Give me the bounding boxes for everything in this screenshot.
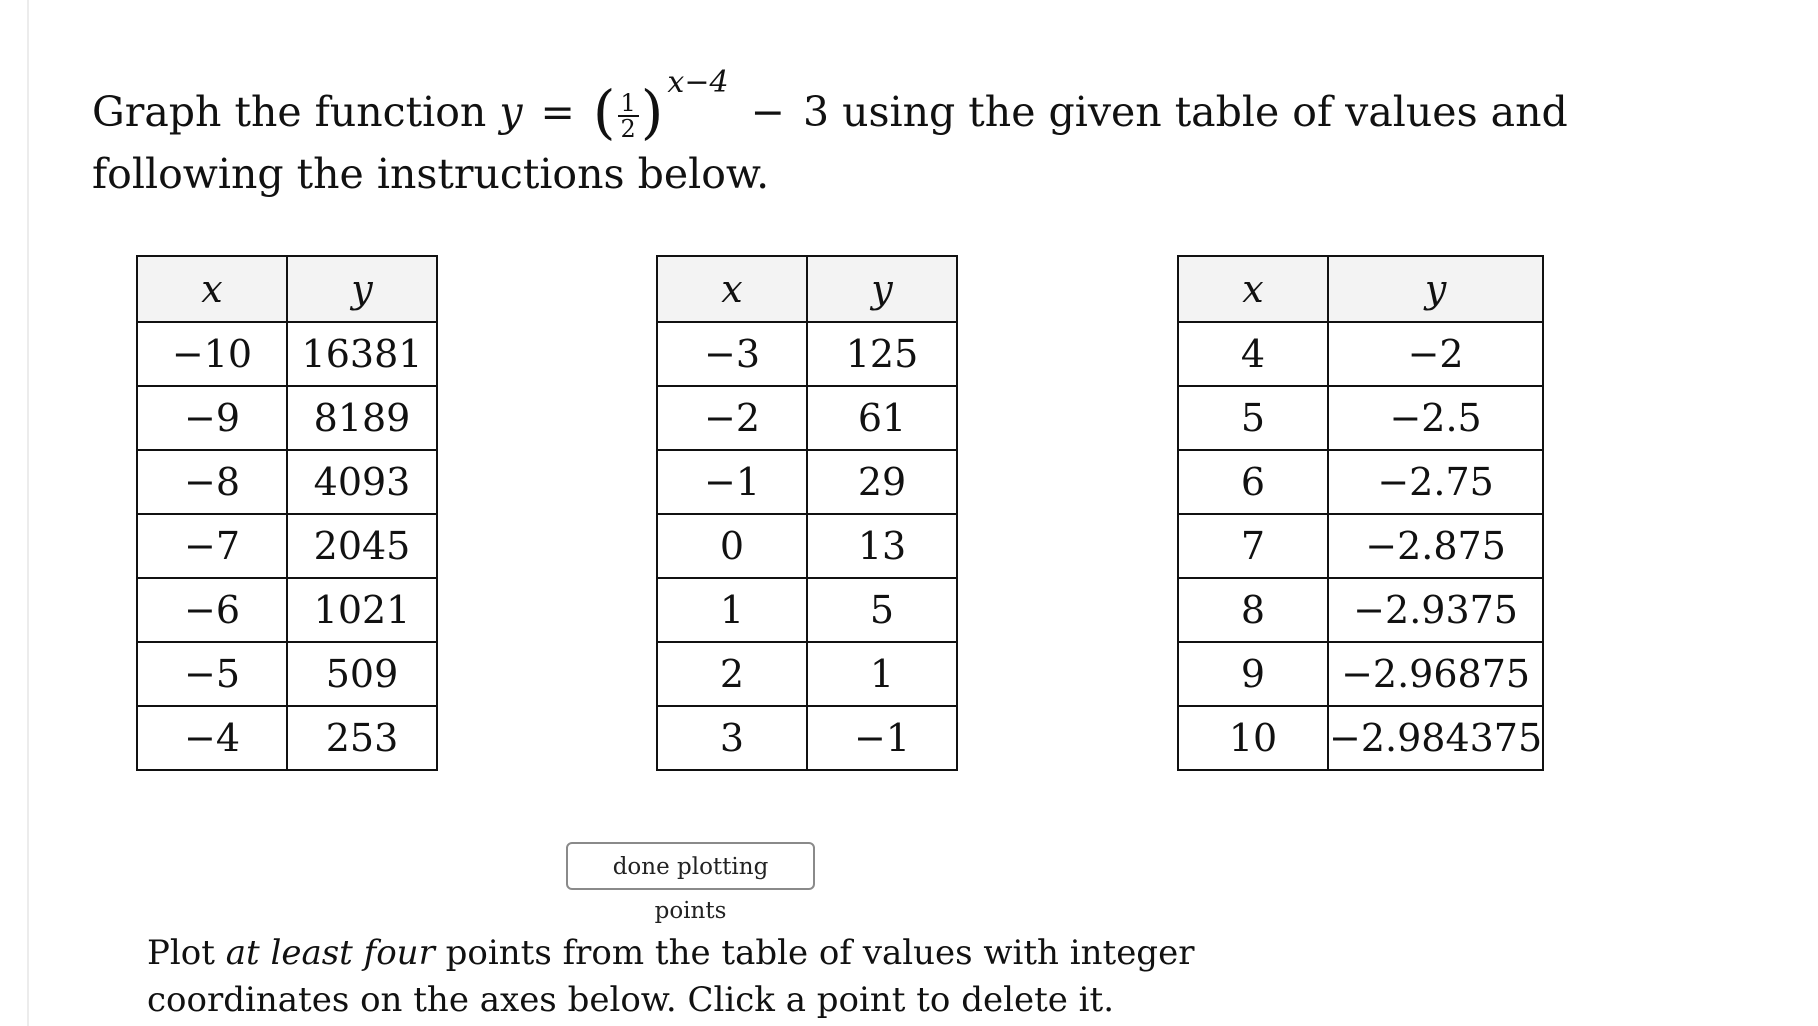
- cell-y: 2045: [287, 514, 437, 578]
- minus-sign: −: [750, 88, 785, 136]
- table-row: [137, 450, 437, 514]
- table-row: [1178, 706, 1543, 770]
- done-plotting-points-button[interactable]: done plotting points: [566, 842, 815, 890]
- cell-x: −8: [137, 450, 287, 514]
- header-y: y: [1328, 256, 1543, 322]
- table-row: [137, 706, 437, 770]
- cell-x: 7: [1178, 514, 1328, 578]
- table-row: [137, 514, 437, 578]
- table-row: [657, 642, 957, 706]
- header-y: y: [287, 256, 437, 322]
- one-half-fraction: $\frac{1}{2}$: [618, 91, 639, 141]
- function-expression: [499, 65, 830, 146]
- table-row: [1178, 642, 1543, 706]
- constant: 3: [802, 88, 830, 136]
- cell-x: −9: [137, 386, 287, 450]
- cell-x: 8: [1178, 578, 1328, 642]
- cell-x: −1: [657, 450, 807, 514]
- cell-y: −2.5: [1328, 386, 1543, 450]
- left-divider: [27, 0, 29, 1026]
- cell-y: −2.75: [1328, 450, 1543, 514]
- cell-x: 5: [1178, 386, 1328, 450]
- cell-x: 0: [657, 514, 807, 578]
- left-paren: (: [592, 78, 616, 146]
- cell-y: 125: [807, 322, 957, 386]
- instructions-post: points from the table of values with integer coordinates on the axes below. Click a point to delete it.: [147, 933, 1195, 1020]
- equals-sign: =: [540, 88, 575, 136]
- plot-instructions: [147, 930, 1347, 1024]
- cell-x: 10: [1178, 706, 1328, 770]
- table-row: [137, 386, 437, 450]
- table-row: [1178, 322, 1543, 386]
- y-variable: y: [499, 88, 523, 136]
- cell-x: −4: [137, 706, 287, 770]
- cell-y: 253: [287, 706, 437, 770]
- cell-x: −3: [657, 322, 807, 386]
- cell-x: 2: [657, 642, 807, 706]
- values-table-1: [136, 255, 438, 771]
- cell-x: −10: [137, 322, 287, 386]
- prompt-lead: Graph the function: [92, 88, 500, 136]
- cell-x: 3: [657, 706, 807, 770]
- cell-y: 1021: [287, 578, 437, 642]
- cell-x: 6: [1178, 450, 1328, 514]
- table-row: [137, 578, 437, 642]
- cell-y: 509: [287, 642, 437, 706]
- cell-y: −2.875: [1328, 514, 1543, 578]
- cell-y: −2.984375: [1328, 706, 1543, 770]
- cell-x: −7: [137, 514, 287, 578]
- header-x: x: [1178, 256, 1328, 322]
- cell-y: −2.96875: [1328, 642, 1543, 706]
- table-row: [1178, 514, 1543, 578]
- table-row: [137, 642, 437, 706]
- table-row: [657, 578, 957, 642]
- cell-x: 9: [1178, 642, 1328, 706]
- right-paren: ): [640, 78, 664, 146]
- table-row: [1178, 450, 1543, 514]
- table-row: [657, 322, 957, 386]
- header-x: x: [137, 256, 287, 322]
- question-prompt: [92, 52, 1752, 205]
- cell-y: 13: [807, 514, 957, 578]
- cell-y: 4093: [287, 450, 437, 514]
- header-y: y: [807, 256, 957, 322]
- prompt-trail: using the given table of values and following the instructions below.: [92, 88, 1568, 198]
- values-table-2: [656, 255, 958, 771]
- table-row: [657, 386, 957, 450]
- cell-x: −5: [137, 642, 287, 706]
- cell-y: −2.9375: [1328, 578, 1543, 642]
- table-row: [137, 322, 437, 386]
- cell-y: 1: [807, 642, 957, 706]
- cell-y: −2: [1328, 322, 1543, 386]
- cell-y: 16381: [287, 322, 437, 386]
- cell-y: −1: [807, 706, 957, 770]
- values-table-3: [1177, 255, 1544, 771]
- table-row: [1178, 386, 1543, 450]
- cell-x: 4: [1178, 322, 1328, 386]
- exponent: x−4: [667, 65, 729, 100]
- cell-y: 8189: [287, 386, 437, 450]
- cell-x: −6: [137, 578, 287, 642]
- cell-y: 5: [807, 578, 957, 642]
- table-row: [657, 450, 957, 514]
- table-row: [657, 706, 957, 770]
- header-x: x: [657, 256, 807, 322]
- cell-y: 29: [807, 450, 957, 514]
- table-row: [1178, 578, 1543, 642]
- cell-x: 1: [657, 578, 807, 642]
- cell-x: −2: [657, 386, 807, 450]
- table-row: [657, 514, 957, 578]
- cell-y: 61: [807, 386, 957, 450]
- instructions-pre: Plot: [147, 933, 226, 973]
- instructions-emphasis: at least four: [225, 933, 435, 973]
